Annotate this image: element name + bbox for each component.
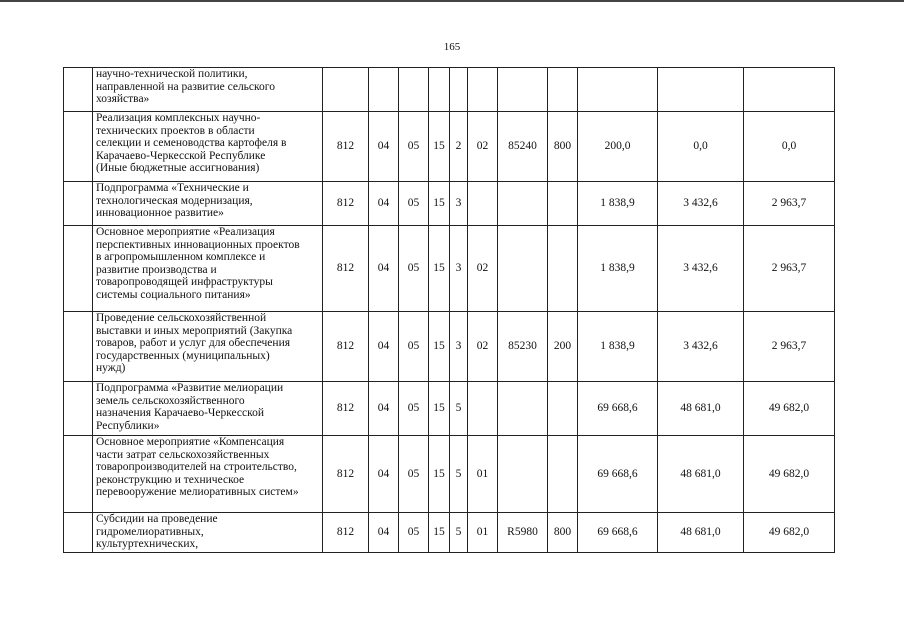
subsection-code-cell: 05 — [399, 513, 429, 553]
ministry-code-cell: 812 — [323, 382, 369, 436]
direction-code-cell — [498, 436, 548, 513]
year3-amount-cell: 49 682,0 — [744, 436, 835, 513]
ministry-code-cell: 812 — [323, 312, 369, 382]
row-name-cell: Основное мероприятие «Компенсация части затрат сельскохозяйственных товаропроизводителей на строительство, реконструкцию и техническое перевооружение мелиоративных систем» — [93, 436, 323, 513]
year3-amount-cell: 0,0 — [744, 112, 835, 182]
subprogram-code-cell: 5 — [450, 382, 468, 436]
year1-amount-cell: 200,0 — [578, 112, 658, 182]
measure-code-cell: 01 — [468, 436, 498, 513]
section-code-cell — [369, 68, 399, 112]
measure-code-cell — [468, 68, 498, 112]
subprogram-code-cell: 3 — [450, 312, 468, 382]
year1-amount-cell: 1 838,9 — [578, 226, 658, 312]
measure-code-cell: 02 — [468, 226, 498, 312]
program-code-cell: 15 — [429, 182, 450, 226]
subprogram-code-cell: 2 — [450, 112, 468, 182]
subsection-code-cell: 05 — [399, 312, 429, 382]
table-row — [64, 226, 835, 312]
subprogram-code-cell — [450, 68, 468, 112]
ministry-code-cell: 812 — [323, 226, 369, 312]
year3-amount-cell — [744, 68, 835, 112]
year3-amount-cell: 2 963,7 — [744, 182, 835, 226]
row-number-cell — [64, 312, 93, 382]
direction-code-cell — [498, 68, 548, 112]
measure-code-cell: 02 — [468, 312, 498, 382]
year1-amount-cell: 1 838,9 — [578, 312, 658, 382]
year2-amount-cell: 3 432,6 — [658, 182, 744, 226]
row-name-cell: Подпрограмма «Технические и технологическая модернизация, инновационное развитие» — [93, 182, 323, 226]
expense-type-cell: 800 — [548, 112, 578, 182]
year2-amount-cell: 48 681,0 — [658, 513, 744, 553]
program-code-cell — [429, 68, 450, 112]
year2-amount-cell — [658, 68, 744, 112]
subprogram-code-cell: 5 — [450, 513, 468, 553]
subsection-code-cell: 05 — [399, 182, 429, 226]
expense-type-cell — [548, 182, 578, 226]
year2-amount-cell: 3 432,6 — [658, 312, 744, 382]
year3-amount-cell: 49 682,0 — [744, 382, 835, 436]
expense-type-cell: 800 — [548, 513, 578, 553]
section-code-cell: 04 — [369, 436, 399, 513]
row-name-cell: Подпрограмма «Развитие мелиорации земель сельскохозяйственного назначения Карачаево-Черкесской Республики» — [93, 382, 323, 436]
row-number-cell — [64, 382, 93, 436]
ministry-code-cell: 812 — [323, 513, 369, 553]
row-name-cell: Реализация комплексных научно- технических проектов в области селекции и семеноводства картофеля в Карачаево-Черкесской Республике (Иные бюджетные ассигнования) — [93, 112, 323, 182]
section-code-cell: 04 — [369, 382, 399, 436]
year1-amount-cell: 1 838,9 — [578, 182, 658, 226]
row-name-cell: Проведение сельскохозяйственной выставки и иных мероприятий (Закупка товаров, работ и услуг для обеспечения государственных (муниципальных) нужд) — [93, 312, 323, 382]
row-name-cell: Основное мероприятие «Реализация перспективных инновационных проектов в агропромышленном комплексе и развитие производства и товаропроводящей инфраструктуры системы социального питания» — [93, 226, 323, 312]
measure-code-cell: 01 — [468, 513, 498, 553]
direction-code-cell: R5980 — [498, 513, 548, 553]
ministry-code-cell — [323, 68, 369, 112]
expense-type-cell — [548, 436, 578, 513]
row-number-cell — [64, 513, 93, 553]
table-row — [64, 68, 835, 112]
budget-table — [63, 67, 835, 553]
row-number-cell — [64, 182, 93, 226]
ministry-code-cell: 812 — [323, 182, 369, 226]
row-name-cell: Субсидии на проведение гидромелиоративных, культуртехнических, — [93, 513, 323, 553]
direction-code-cell — [498, 226, 548, 312]
year3-amount-cell: 2 963,7 — [744, 226, 835, 312]
year1-amount-cell: 69 668,6 — [578, 436, 658, 513]
expense-type-cell — [548, 68, 578, 112]
subprogram-code-cell: 3 — [450, 226, 468, 312]
ministry-code-cell: 812 — [323, 112, 369, 182]
direction-code-cell — [498, 182, 548, 226]
year1-amount-cell: 69 668,6 — [578, 382, 658, 436]
year2-amount-cell: 0,0 — [658, 112, 744, 182]
measure-code-cell: 02 — [468, 112, 498, 182]
program-code-cell: 15 — [429, 513, 450, 553]
subsection-code-cell: 05 — [399, 436, 429, 513]
year3-amount-cell: 49 682,0 — [744, 513, 835, 553]
expense-type-cell: 200 — [548, 312, 578, 382]
scan-top-edge — [0, 0, 904, 2]
row-number-cell — [64, 68, 93, 112]
subsection-code-cell: 05 — [399, 226, 429, 312]
direction-code-cell: 85230 — [498, 312, 548, 382]
direction-code-cell — [498, 382, 548, 436]
year1-amount-cell — [578, 68, 658, 112]
table-row — [64, 312, 835, 382]
row-name-cell: научно-технической политики, направленной на развитие сельского хозяйства» — [93, 68, 323, 112]
section-code-cell: 04 — [369, 312, 399, 382]
program-code-cell: 15 — [429, 312, 450, 382]
year2-amount-cell: 3 432,6 — [658, 226, 744, 312]
table-row — [64, 513, 835, 553]
row-number-cell — [64, 226, 93, 312]
table-row — [64, 112, 835, 182]
program-code-cell: 15 — [429, 382, 450, 436]
subsection-code-cell — [399, 68, 429, 112]
expense-type-cell — [548, 382, 578, 436]
section-code-cell: 04 — [369, 226, 399, 312]
year1-amount-cell: 69 668,6 — [578, 513, 658, 553]
section-code-cell: 04 — [369, 112, 399, 182]
section-code-cell: 04 — [369, 513, 399, 553]
table-row — [64, 436, 835, 513]
subprogram-code-cell: 5 — [450, 436, 468, 513]
table-row — [64, 382, 835, 436]
page-number: 165 — [443, 41, 461, 53]
program-code-cell: 15 — [429, 226, 450, 312]
expense-type-cell — [548, 226, 578, 312]
row-number-cell — [64, 436, 93, 513]
ministry-code-cell: 812 — [323, 436, 369, 513]
program-code-cell: 15 — [429, 436, 450, 513]
measure-code-cell — [468, 182, 498, 226]
row-number-cell — [64, 112, 93, 182]
year2-amount-cell: 48 681,0 — [658, 436, 744, 513]
year3-amount-cell: 2 963,7 — [744, 312, 835, 382]
subsection-code-cell: 05 — [399, 112, 429, 182]
subprogram-code-cell: 3 — [450, 182, 468, 226]
measure-code-cell — [468, 382, 498, 436]
year2-amount-cell: 48 681,0 — [658, 382, 744, 436]
direction-code-cell: 85240 — [498, 112, 548, 182]
program-code-cell: 15 — [429, 112, 450, 182]
subsection-code-cell: 05 — [399, 382, 429, 436]
section-code-cell: 04 — [369, 182, 399, 226]
table-row — [64, 182, 835, 226]
